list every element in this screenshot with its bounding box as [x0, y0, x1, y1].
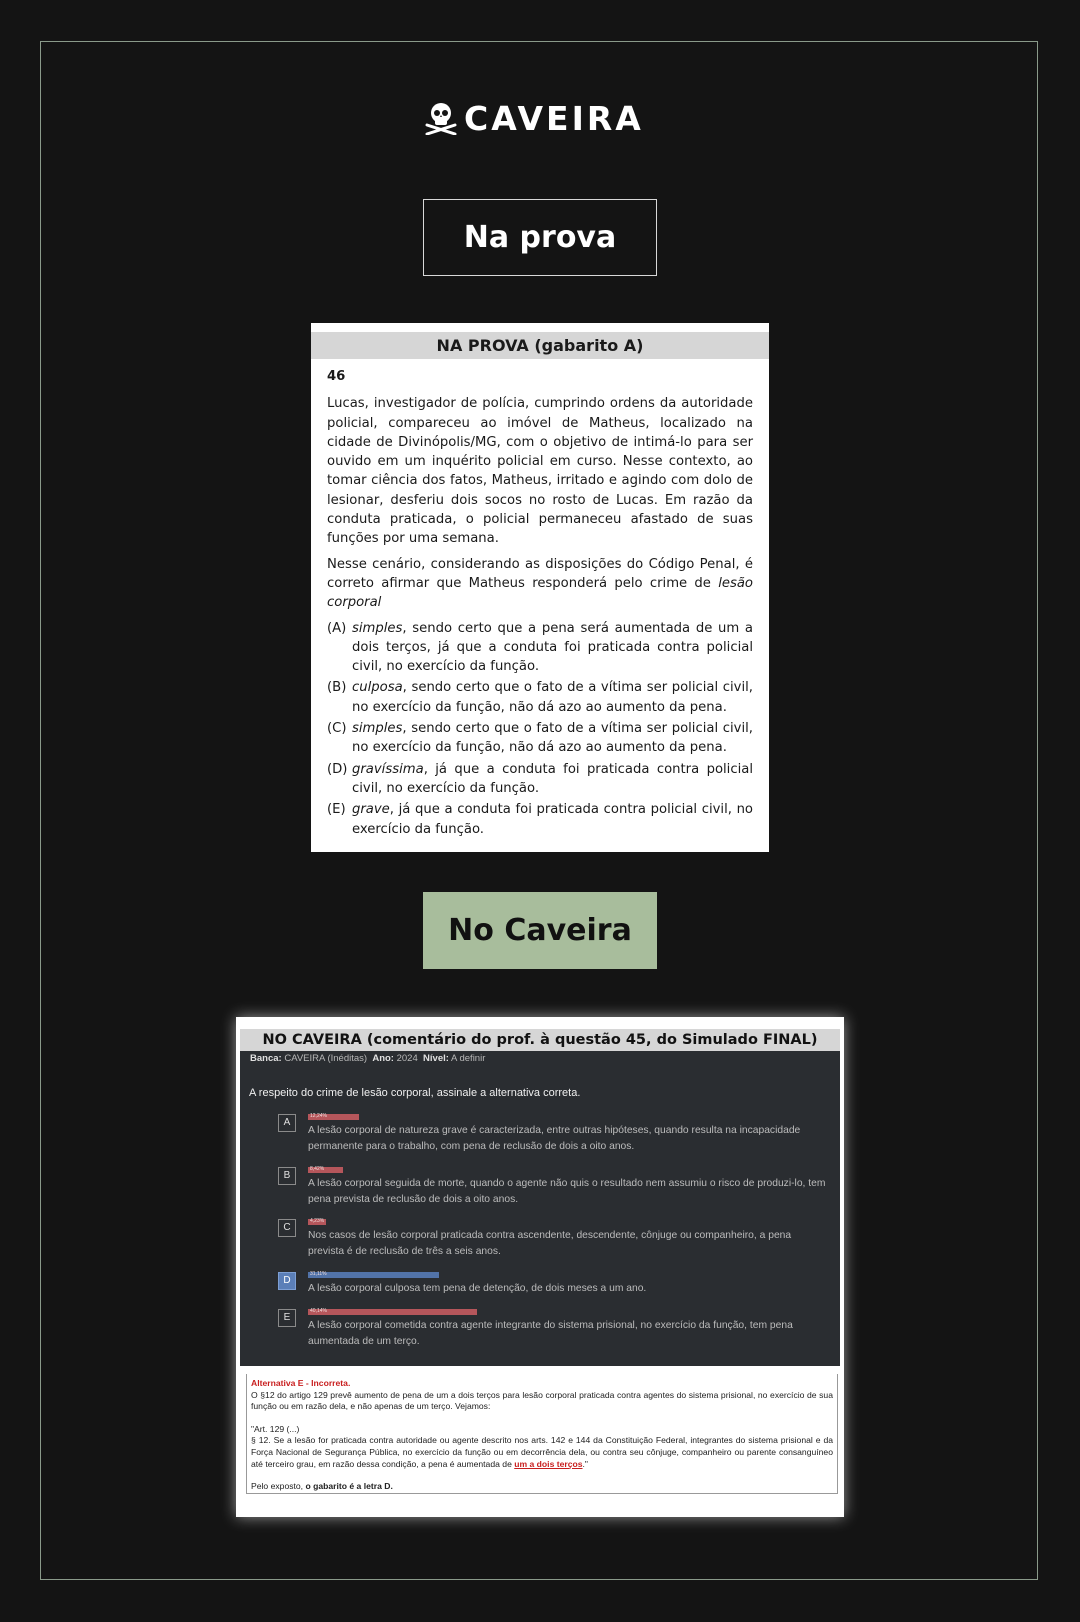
answer-percentage: 8,42% — [310, 1166, 325, 1172]
exam-header: NA PROVA (gabarito A) — [311, 332, 769, 359]
exam-option — [327, 678, 753, 717]
option-text: simples, sendo certo que o fato de a vítima ser policial civil, no exercício da função, não dá azo ao aumento da pena. — [352, 721, 753, 756]
skull-icon — [424, 101, 458, 135]
answer-percentage: 12,24% — [310, 1113, 327, 1119]
answer-percentage: 31,11% — [310, 1271, 327, 1277]
comment-paragraph: § 12. Se a lesão for praticada contra autoridade ou agente descrito nos arts. 142 e 144 da Constituição Federal, integrantes do sistema prisional e da Força Nacional de Segurança Pública, no exercício da função ou em decorrência dela, ou contra seu cônjuge, companheiro ou parente consanguíneo até terceiro grau, em razão dessa condição, a pena é aumentada de um a dois terços." — [251, 1435, 833, 1469]
option-text: grave, já que a conduta foi praticada contra policial civil, no exercício da função. — [352, 802, 753, 837]
question-meta: Banca: CAVEIRA (Inéditas) Ano: 2024 Nível: A definir — [250, 1053, 486, 1064]
platform-screenshot-card — [236, 1017, 844, 1517]
exam-option — [327, 619, 753, 677]
option-letter: (B) — [327, 680, 347, 696]
section-label-na-prova: Na prova — [423, 199, 657, 276]
option-letter-box[interactable]: E — [278, 1309, 296, 1327]
option-letter-box[interactable]: A — [278, 1114, 296, 1132]
brand-name: CAVEIRA — [464, 98, 644, 138]
comment-line: O §12 do artigo 129 prevê aumento de pena de um a dois terços para lesão corporal praticada contra agentes do sistema prisional, no exercício de sua função ou em razão dela, e não apenas de um terço. Vejamos: — [251, 1389, 833, 1412]
comment-title: Alternativa E - Incorreta. — [251, 1378, 351, 1388]
option-text: A lesão corporal cometida contra agente integrante do sistema prisional, no exercício da função, tem pena aumentada de um terço. — [308, 1320, 793, 1347]
answer-percentage: 40,14% — [310, 1308, 327, 1314]
question-panel — [240, 1051, 840, 1366]
answer-percentage: 4,23% — [310, 1218, 325, 1224]
exam-question-card — [311, 323, 769, 852]
option-text: A lesão corporal seguida de morte, quando o agente não quis o resultado nem assumiu o risco de produzi-lo, tem pena prevista de reclusão de dois a oito anos. — [308, 1178, 826, 1205]
option-letter: (A) — [327, 620, 347, 636]
question-prompt: Nesse cenário, considerando as disposições do Código Penal, é correto afirmar que Matheus responderá pelo crime de lesão corporal — [327, 556, 753, 611]
exam-option — [327, 800, 753, 839]
option-letter: (D) — [327, 761, 348, 777]
option-text: A lesão corporal de natureza grave é caracterizada, entre outras hipóteses, quando resulta na incapacidade permanente para o trabalho, com pena de reclusão de dois a oito anos. — [308, 1125, 801, 1152]
option-text: A lesão corporal culposa tem pena de detenção, de dois meses a um ano. — [308, 1283, 647, 1294]
section-label-no-caveira: No Caveira — [423, 892, 657, 969]
option-letter-box[interactable]: C — [278, 1219, 296, 1237]
option-text: culposa, sendo certo que o fato de a vítima ser policial civil, no exercício da função, não dá azo ao aumento da pena. — [352, 680, 753, 715]
option-text: simples, sendo certo que a pena será aumentada de um a dois terços, já que a conduta foi praticada contra policial civil, no exercício da função. — [352, 620, 753, 675]
option-text: gravíssima, já que a conduta foi praticada contra policial civil, no exercício da função. — [352, 761, 753, 796]
platform-header: NO CAVEIRA (comentário do prof. à questão 45, do Simulado FINAL) — [240, 1029, 840, 1051]
exam-option — [327, 760, 753, 799]
answer-percentage-bar — [308, 1309, 477, 1315]
option-letter-box[interactable]: D — [278, 1272, 296, 1290]
exam-option — [327, 719, 753, 758]
brand-logo — [424, 98, 664, 138]
question-statement: A respeito do crime de lesão corporal, assinale a alternativa correta. — [249, 1087, 581, 1099]
teacher-comment — [246, 1374, 838, 1494]
option-letter: (C) — [327, 721, 347, 737]
answer-percentage-bar — [308, 1272, 439, 1278]
comment-conclusion: Pelo exposto, o gabarito é a letra D. — [251, 1481, 393, 1492]
question-paragraph: Lucas, investigador de polícia, cumprindo ordens da autoridade policial, compareceu ao imóvel de Matheus, localizado na cidade de Divinópolis/MG, com o objetivo de intimá-lo para ser ouvido em um inquérito policial em curso. Nesse contexto, ao tomar ciência dos fatos, Matheus, irritado e agindo com dolo de lesionar, desferiu dois socos no rosto de Lucas. Em razão da conduta praticada, o policial permaneceu afastado de suas funções por uma semana. — [327, 396, 753, 547]
option-text: Nos casos de lesão corporal praticada contra ascendente, descendente, cônjuge ou companheiro, a pena prevista é de reclusão de três a seis anos. — [308, 1230, 792, 1257]
comment-article: "Art. 129 (...) — [251, 1423, 300, 1434]
question-number: 46 — [327, 369, 346, 384]
option-letter: (E) — [327, 802, 346, 818]
option-letter-box[interactable]: B — [278, 1167, 296, 1185]
